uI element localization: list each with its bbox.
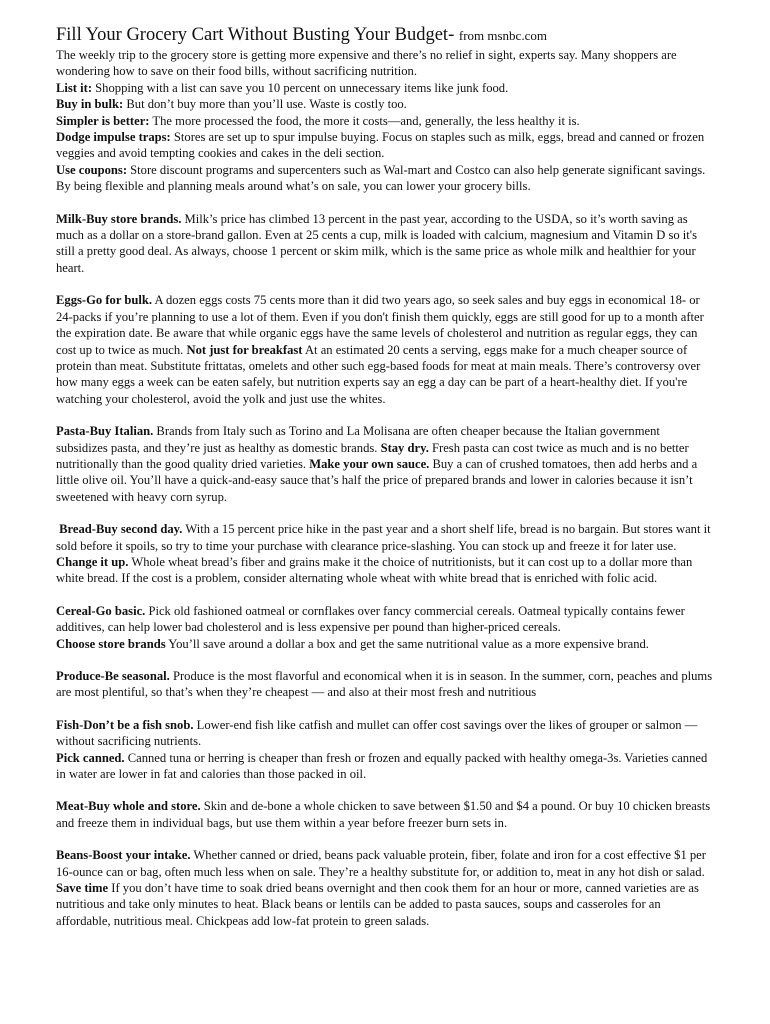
title-text: Fill Your Grocery Cart Without Busting Your Budget-: [56, 25, 455, 45]
section-heading: Meat-Buy whole and store.: [56, 799, 201, 814]
section-produce: [56, 668, 714, 701]
tip-heading: Simpler is better:: [56, 113, 150, 128]
section-heading: Fish-Don’t be a fish snob.: [56, 717, 194, 732]
section-text: A dozen eggs costs 75 cents more than it did two years ago, so seek sales and buy eggs in economical 18- or 24-packs if you’re planning to use a lot of them. Even if you don't finish them quickly, eggs are still good for up to a month after the expiration date. Be aware that while organic eggs have the same levels of cholesterol and nutrition as regular eggs, they can cost up to twice as much.: [56, 293, 704, 357]
section-subheading: Stay dry.: [380, 440, 429, 455]
section-bread-change: [56, 554, 714, 587]
tip-list-it: [56, 80, 714, 96]
section-subheading: Not just for breakfast: [186, 342, 303, 357]
section-cereal: [56, 603, 714, 636]
section-text: Buy a can of crushed tomatoes, then add herbs and a little olive oil. You’ll have a quick-and-easy sauce that’s half the price of prepared brands and lower in calories because it isn’t sweetened with heavy corn syrup.: [56, 456, 698, 504]
section-heading: Beans-Boost your intake.: [56, 848, 191, 863]
section-text: Fresh pasta can cost twice as much and is no better nutritionally than the good quality dried varieties.: [56, 440, 689, 471]
section-text: Skin and de-bone a whole chicken to save between $1.50 and $4 a pound. Or buy 10 chicken breasts and freeze them in individual bags, but use them within a year before freezer burn sets in.: [56, 799, 711, 830]
section-heading: Milk-Buy store brands.: [56, 211, 182, 226]
section-subheading: Choose store brands: [56, 636, 166, 651]
section-beans-time: [56, 880, 714, 929]
tip-text: Store discount programs and supercenters such as Wal-mart and Costco can also help generate significant savings. By being flexible and planning meals around what’s on sale, you can lower your grocery bills.: [56, 162, 706, 194]
section-text: Milk’s price has climbed 13 percent in the past year, according to the USDA, so it’s worth saving as much as a dollar on a store-brand gallon. Even at 25 cents a cup, milk is loaded with calcium, magnesium and Vitamin D so it's still a pretty good deal. As always, choose 1 percent or skim milk, which is the same price as whole milk and healthier for your heart.: [56, 211, 697, 275]
section-heading: Produce-Be seasonal.: [56, 669, 170, 683]
section-text: You’ll save around a dollar a box and get the same nutritional value as a more expensive brand.: [165, 636, 649, 651]
tip-heading: Use coupons:: [56, 162, 128, 177]
tip-heading: Dodge impulse traps:: [56, 130, 171, 145]
section-fish: [56, 717, 714, 750]
section-text: Produce is the most flavorful and economical when it is in season. In the summer, corn, peaches and plums are most plentiful, so that’s when they’re cheapest — and also at their most fresh and nutritious: [56, 669, 713, 700]
tip-text: Shopping with a list can save you 10 percent on unnecessary items like junk food.: [92, 80, 509, 95]
section-text: With a 15 percent price hike in the past year and a short shelf life, bread is no bargain. But stores want it sold before it spoils, so try to time your purchase with clearance price-slashing. You can stock up and freeze it for later use.: [56, 522, 711, 553]
source-credit: from msnbc.com: [458, 28, 547, 43]
tip-buy-in-bulk: [56, 96, 714, 112]
section-eggs: [56, 292, 714, 407]
intro-paragraph: The weekly trip to the grocery store is getting more expensive and there’s no relief in sight, experts say. Many shoppers are wondering how to save on their food bills, without sacrificing nutrition.: [56, 48, 677, 79]
tip-heading: List it:: [56, 80, 93, 95]
tip-coupons: [56, 162, 714, 195]
section-subheading: Pick canned.: [56, 750, 125, 765]
tip-text: But don’t buy more than you’ll use. Waste is costly too.: [123, 97, 407, 112]
section-text: If you don’t have time to soak dried beans overnight and then cook them for an hour or more, canned varieties are as nutritious and take only minutes to heat. Black beans or lentils can be added to pasta sauces, soups and casseroles for an affordable, nutritious meal. Chickpeas add low-fat protein to green salads.: [56, 881, 699, 928]
section-subheading: Make your own sauce.: [309, 456, 430, 471]
section-text: Lower-end fish like catfish and mullet can offer cost savings over the likes of grouper or salmon — without sacrificing nutrients.: [56, 717, 698, 749]
section-beans: [56, 847, 714, 880]
section-subheading: Change it up.: [56, 554, 129, 569]
section-text: Whether canned or dried, beans pack valuable protein, fiber, folate and iron for a cost effective $1 per 16-ounce can or bag, often much less when on sale. They’re a healthy substitute for, or addition to, meat in any hot dish or salad.: [56, 848, 706, 879]
section-text: Canned tuna or herring is cheaper than fresh or frozen and equally packed with healthy omega-3s. Varieties canned in water are lower in fat and calories than those packed in oil.: [56, 750, 708, 782]
section-pasta: [56, 423, 714, 505]
section-text: Pick old fashioned oatmeal or cornflakes over fancy commercial cereals. Oatmeal typically contains fewer additives, can help lower bad cholesterol and is less expensive per pound than higher-priced cereals.: [56, 603, 685, 635]
section-fish-canned: [56, 750, 714, 783]
section-cereal-store: [56, 636, 714, 652]
section-heading: Cereal-Go basic.: [56, 603, 146, 618]
tip-simpler: [56, 113, 714, 129]
tip-heading: Buy in bulk:: [56, 97, 124, 112]
section-text: At an estimated 20 cents a serving, eggs make for a much cheaper source of protein than meat. Substitute frittatas, omelets and other such egg-based foods for meat at main meals. There’s controversy over how many eggs a week can be eaten safely, but nutrition experts say an egg a day can be part of a heart-healthy diet. If you're watching your cholesterol, avoid the yolk and just use the whites.: [56, 342, 701, 406]
section-bread: [56, 521, 714, 554]
section-heading: Eggs-Go for bulk.: [56, 293, 152, 308]
section-milk: [56, 211, 714, 277]
tip-text: Stores are set up to spur impulse buying. Focus on staples such as milk, eggs, bread and canned or frozen veggies and avoid tempting cookies and cakes in the deli section.: [56, 130, 705, 161]
section-subheading: Save time: [56, 881, 109, 896]
tip-text: The more processed the food, the more it costs—and, generally, the less healthy it is.: [149, 113, 580, 128]
section-meat: [56, 798, 714, 831]
section-text: Brands from Italy such as Torino and La Molisana are often cheaper because the Italian government subsidizes pasta, and they’re just as healthy as domestic brands.: [56, 424, 660, 455]
section-heading: Pasta-Buy Italian.: [56, 424, 154, 439]
page-title: [56, 24, 714, 47]
tip-impulse: [56, 129, 714, 162]
section-text: Whole wheat bread’s fiber and grains make it the choice of nutritionists, but it can cost up to a dollar more than white bread. If the cost is a problem, consider alternating whole wheat with white bread that is enriched with folic acid.: [56, 554, 693, 586]
section-heading: Bread-Buy second day.: [56, 522, 183, 537]
